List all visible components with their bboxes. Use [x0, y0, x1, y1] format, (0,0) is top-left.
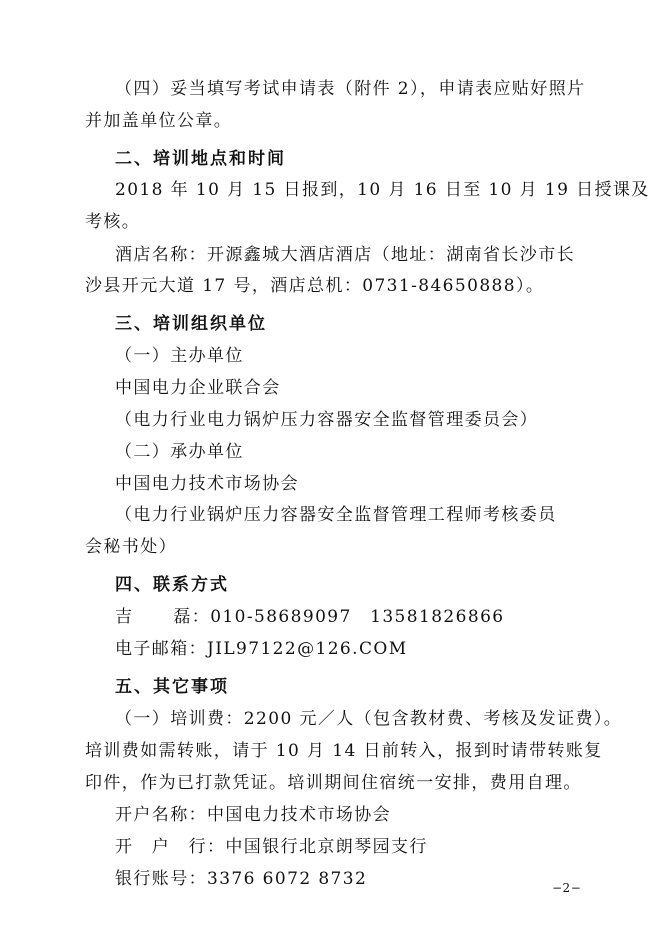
- section-4-heading: 四、联系方式: [115, 575, 229, 595]
- section-5-heading: 五、其它事项: [115, 677, 229, 697]
- co-organizer-subheading: （二）承办单位: [115, 442, 244, 462]
- organizer-committee: （电力行业电力锅炉压力容器安全监督管理委员会）: [115, 410, 539, 430]
- section-2-heading: 二、培训地点和时间: [115, 149, 286, 169]
- fee-line-2: 培训费如需转账，请于 10 月 14 日前转入，报到时请带转账复: [85, 741, 603, 761]
- contact-person-line: [115, 606, 505, 628]
- organizer-name: 中国电力企业联合会: [115, 378, 281, 398]
- co-organizer-name: 中国电力技术市场协会: [115, 474, 299, 494]
- fee-line-3: 印件，作为已打款凭证。培训期间住宿统一安排，费用自理。: [85, 773, 582, 793]
- page-number: −2−: [552, 881, 582, 895]
- section-3-heading: 三、培训组织单位: [115, 314, 267, 334]
- item-4-line-2: 并加盖单位公章。: [85, 111, 233, 131]
- account-bank: 开 户 行：中国银行北京朗琴园支行: [115, 837, 428, 857]
- co-organizer-committee-line-1: （电力行业锅炉压力容器安全监督管理工程师考核委员: [115, 505, 557, 525]
- fee-line-1: （一）培训费：2200 元／人（包含教材费、考核及发证费）。: [115, 709, 623, 729]
- account-number: 银行账号：3376 6072 8732: [115, 869, 368, 889]
- co-organizer-committee-line-2: 会秘书处）: [85, 537, 177, 557]
- organizer-subheading: （一）主办单位: [115, 346, 244, 366]
- schedule-line-2: 考核。: [85, 212, 141, 232]
- hotel-line-2: 沙县开元大道 17 号，酒店总机：0731-84650888）。: [85, 276, 545, 296]
- contact-person-phone: 磊：010-58689097 13581826866: [173, 607, 505, 627]
- contact-person-given-name: 吉: [115, 607, 134, 627]
- item-4-line-1: （四）妥当填写考试申请表（附件 2），申请表应贴好照片: [115, 79, 586, 99]
- contact-email-line: 电子邮箱：JIL97122@126.COM: [115, 639, 408, 659]
- hotel-line-1: 酒店名称：开源鑫城大酒店酒店（地址：湖南省长沙市长: [115, 245, 575, 265]
- schedule-line-1: 2018 年 10 月 15 日报到，10 月 16 日至 10 月 19 日授课及: [115, 180, 650, 200]
- account-name: 开户名称：中国电力技术市场协会: [115, 805, 391, 825]
